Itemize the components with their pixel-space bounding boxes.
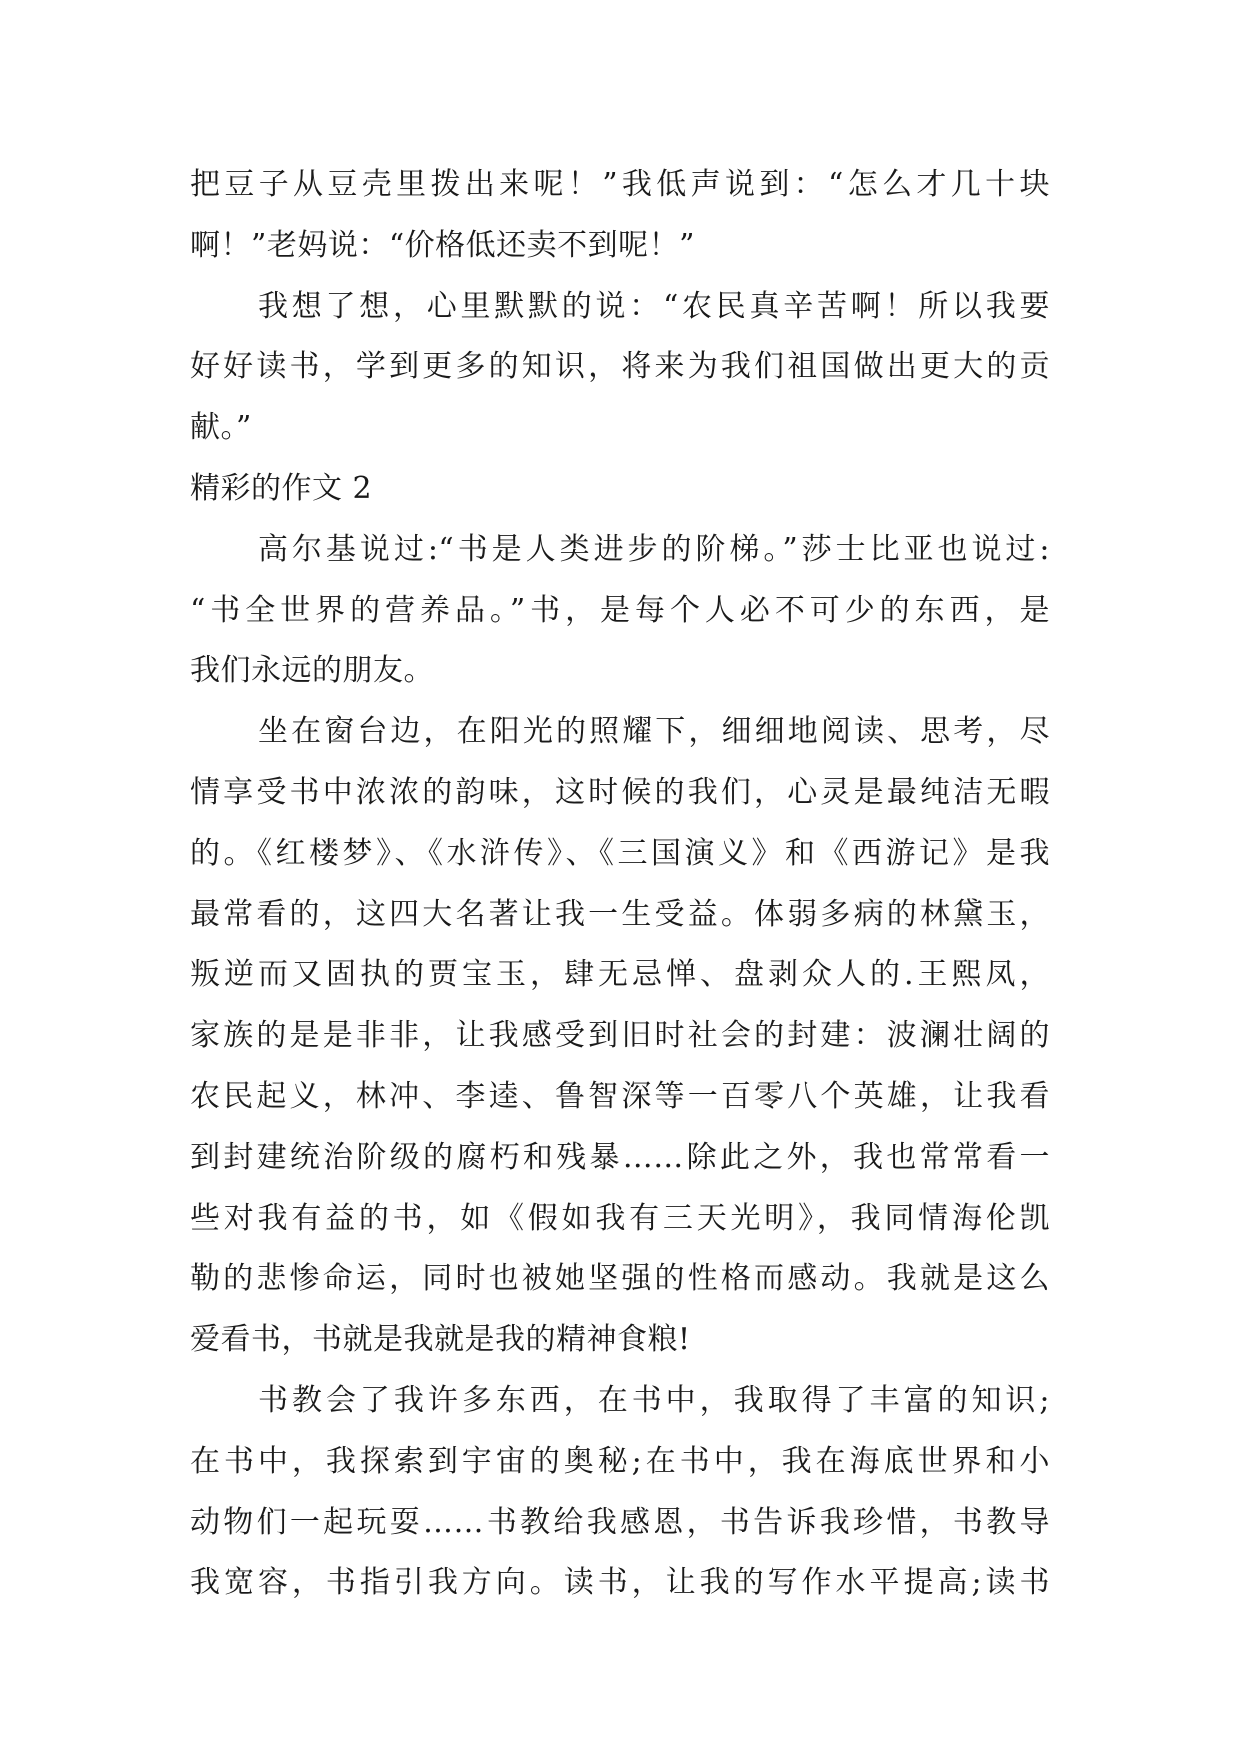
text-line: 最常看的，这四大名著让我一生受益。体弱多病的林黛玉， [190, 896, 1050, 932]
essay-text [190, 155, 1050, 1614]
text-line: “书全世界的营养品。”书，是每个人必不可少的东西，是 [190, 592, 1050, 628]
text-line: 爱看书，书就是我就是我的精神食粮! [190, 1322, 691, 1358]
text-line: 我宽容，书指引我方向。读书，让我的写作水平提高;读书 [190, 1565, 1050, 1601]
text-line: 农民起义，林冲、李逵、鲁智深等一百零八个英雄，让我看 [190, 1078, 1050, 1114]
text-line: 情享受书中浓浓的韵味，这时候的我们，心灵是最纯洁无暇 [190, 774, 1050, 810]
text-line: 献。” [190, 410, 252, 446]
text-line: 书教会了我许多东西，在书中，我取得了丰富的知识; [258, 1382, 1050, 1418]
text-line: 到封建统治阶级的腐朽和残暴……除此之外，我也常常看一 [190, 1139, 1050, 1175]
text-line: 的。《红楼梦》、《水浒传》、《三国演义》和《西游记》是我 [190, 835, 1050, 871]
text-line: 坐在窗台边，在阳光的照耀下，细细地阅读、思考，尽 [258, 714, 1050, 750]
text-line: 把豆子从豆壳里拨出来呢！”我低声说到：“怎么才几十块 [190, 167, 1050, 202]
text-line: 动物们一起玩耍……书教给我感恩，书告诉我珍惜，书教导 [190, 1504, 1050, 1540]
text-line: 我们永远的朋友。 [190, 653, 434, 689]
text-line: 些对我有益的书，如《假如我有三天光明》，我同情海伦凯 [190, 1200, 1050, 1236]
text-line: 家族的是是非非，让我感受到旧时社会的封建：波澜壮阔的 [190, 1018, 1050, 1054]
text-line: 叛逆而又固执的贾宝玉，肆无忌惮、盘剥众人的.王熙凤， [190, 957, 1050, 993]
text-line: 啊！”老妈说：“价格低还卖不到呢！” [190, 227, 696, 263]
section-heading: 精彩的作文 2 [190, 470, 373, 506]
text-line: 勒的悲惨命运，同时也被她坚强的性格而感动。我就是这么 [190, 1261, 1050, 1297]
text-line: 我想了想，心里默默的说：“农民真辛苦啊！所以我要 [258, 288, 1050, 324]
text-line: 在书中，我探索到宇宙的奥秘;在书中，我在海底世界和小 [190, 1443, 1050, 1479]
text-line: 好好读书，学到更多的知识，将来为我们祖国做出更大的贡 [190, 349, 1050, 385]
text-line: 高尔基说过:“书是人类进步的阶梯。”莎士比亚也说过: [258, 531, 1050, 567]
